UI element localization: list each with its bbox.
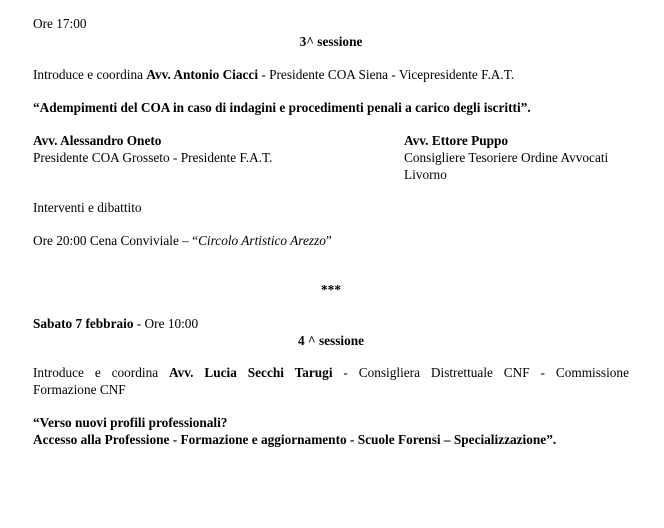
program-page	[33, 0, 629, 528]
session3-topic: “Adempimenti del COA in caso di indagini e procedimenti penali a carico degli iscritti”.	[33, 100, 531, 115]
session3-moderator-name: Avv. Antonio Ciacci	[146, 67, 259, 82]
speaker-left-role: Presidente COA Grosseto - Presidente F.A.T.	[33, 150, 273, 165]
dinner-venue: Circolo Artistico Arezzo	[198, 233, 326, 248]
speaker-right-role-city: Livorno	[404, 167, 447, 182]
section-separator: ***	[321, 282, 341, 297]
session4-intro: Introduce e coordina Avv. Lucia Secchi Tarugi - Consigliera Distrettuale CNF - Commissione	[33, 365, 629, 380]
speaker-right-name: Avv. Ettore Puppo	[404, 133, 509, 148]
session3-time: Ore 17:00	[33, 16, 87, 31]
session4-moderator-name: Avv. Lucia Secchi Tarugi	[169, 365, 333, 380]
speaker-right-role: Consigliere Tesoriere Ordine Avvocati	[404, 150, 609, 165]
session4-intro-cont: Formazione CNF	[33, 382, 126, 397]
session4-title: 4 ^ sessione	[297, 333, 365, 348]
session3-title: 3^ sessione	[299, 34, 363, 49]
session3-interventions: Interventi e dibattito	[33, 200, 142, 215]
speaker-left-name: Avv. Alessandro Oneto	[33, 133, 162, 148]
session4-date-time: Sabato 7 febbraio - Ore 10:00	[33, 316, 199, 331]
dinner-line: Ore 20:00 Cena Conviviale – “Circolo Artistico Arezzo”	[33, 233, 332, 248]
session4-topic-line2: Accesso alla Professione - Formazione e aggiornamento - Scuole Forensi – Specializzazione”.	[33, 432, 557, 447]
session3-intro: Introduce e coordina Avv. Antonio Ciacci - Presidente COA Siena - Vicepresidente F.A.T.	[33, 67, 515, 82]
session4-topic-line1: “Verso nuovi profili professionali?	[33, 415, 228, 430]
